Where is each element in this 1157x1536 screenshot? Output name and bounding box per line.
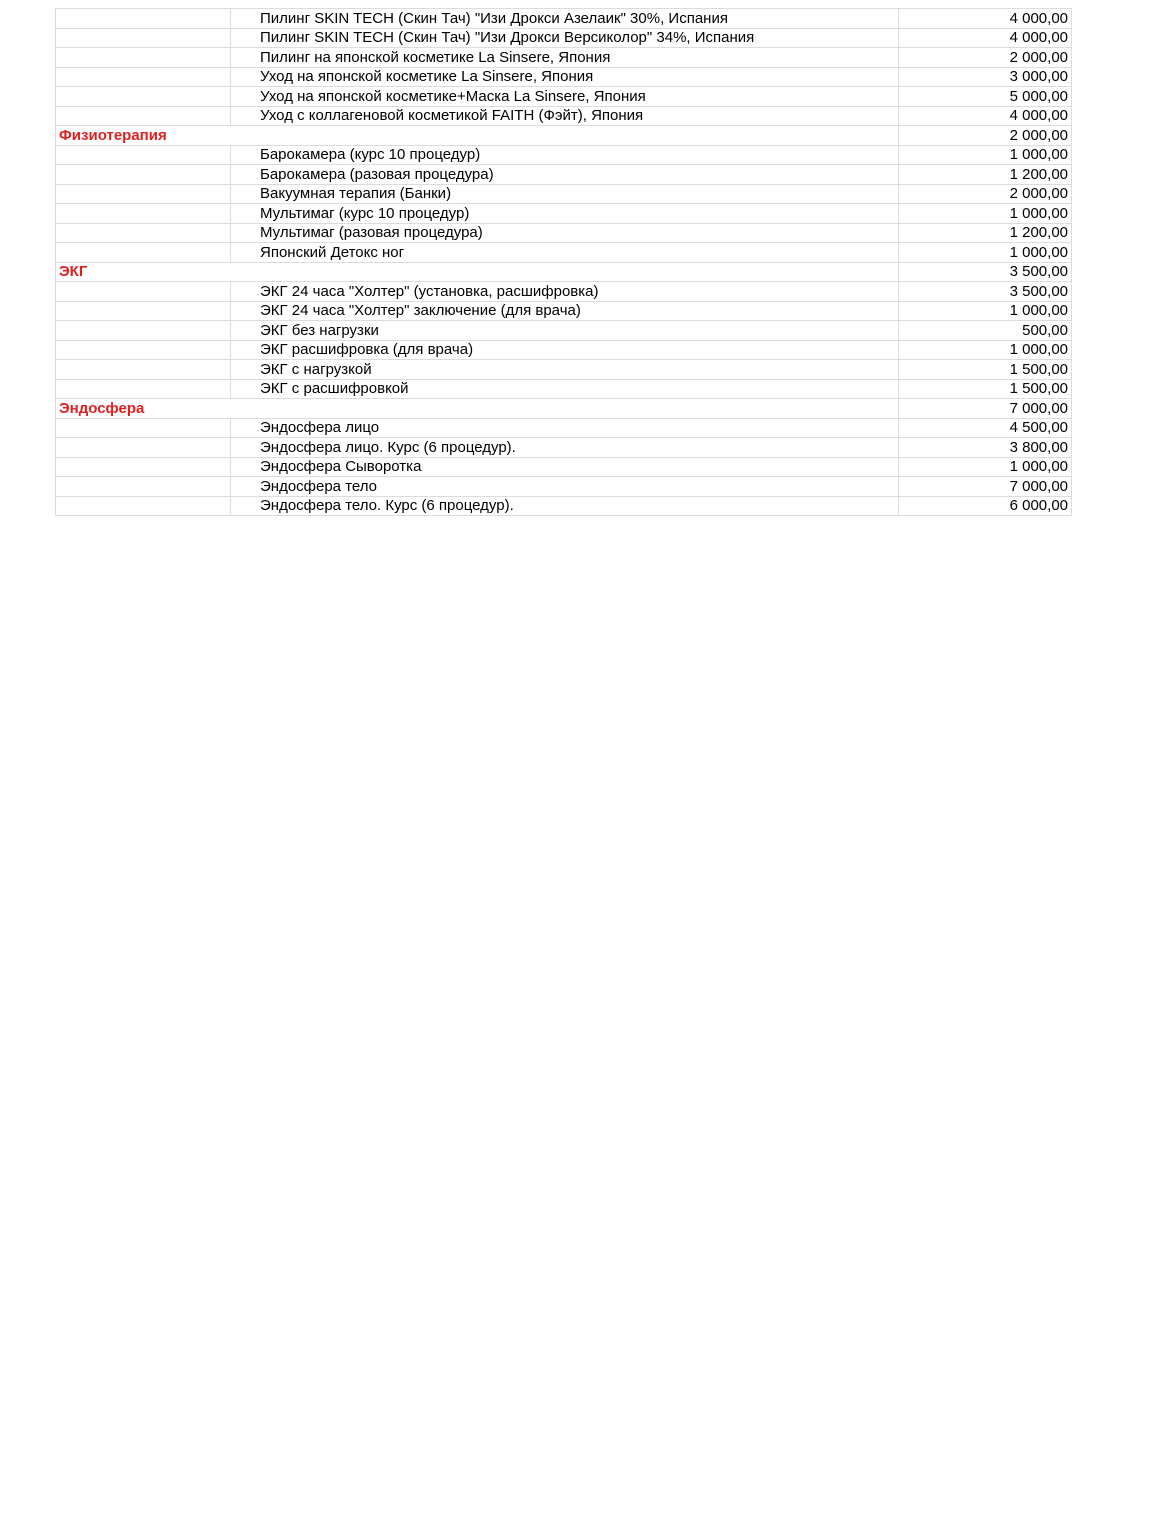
service-price: 5 000,00 [899,87,1072,107]
category-row [56,262,1072,282]
service-name: Мультимаг (курс 10 процедур) [231,204,899,224]
service-name: Эндосфера лицо. Курс (6 процедур). [231,438,899,458]
price-list-table [55,8,1072,516]
empty-cell [56,28,231,48]
empty-cell [56,67,231,87]
service-row [56,282,1072,302]
empty-cell [56,87,231,107]
service-row [56,67,1072,87]
service-price: 4 000,00 [899,106,1072,126]
service-price: 4 000,00 [899,9,1072,29]
service-price: 3 800,00 [899,438,1072,458]
category-price: 7 000,00 [899,399,1072,419]
empty-cell [56,9,231,29]
service-row [56,496,1072,516]
service-name: Уход с коллагеновой косметикой FAITH (Фэйт), Япония [231,106,899,126]
service-name: ЭКГ 24 часа "Холтер" заключение (для врача) [231,301,899,321]
category-row [56,126,1072,146]
service-name: ЭКГ без нагрузки [231,321,899,341]
empty-cell [56,165,231,185]
category-name: Эндосфера [56,399,899,419]
empty-cell [56,223,231,243]
empty-cell [56,184,231,204]
empty-cell [56,360,231,380]
service-price: 1 500,00 [899,379,1072,399]
service-name: Уход на японской косметике+Маска La Sinsere, Япония [231,87,899,107]
service-row [56,477,1072,497]
service-name: ЭКГ 24 часа "Холтер" (установка, расшифровка) [231,282,899,302]
service-name: Барокамера (разовая процедура) [231,165,899,185]
service-price: 4 000,00 [899,28,1072,48]
service-row [56,48,1072,68]
service-name: Пилинг SKIN TECH (Скин Тач) "Изи Дрокси Версиколор" 34%, Испания [231,28,899,48]
service-row [56,379,1072,399]
service-name: ЭКГ расшифровка (для врача) [231,340,899,360]
service-row [56,360,1072,380]
service-row [56,87,1072,107]
service-name: Пилинг SKIN TECH (Скин Тач) "Изи Дрокси Азелаик" 30%, Испания [231,9,899,29]
empty-cell [56,145,231,165]
service-price: 6 000,00 [899,496,1072,516]
category-price: 2 000,00 [899,126,1072,146]
empty-cell [56,496,231,516]
service-price: 1 000,00 [899,457,1072,477]
service-name: ЭКГ с расшифровкой [231,379,899,399]
service-name: Японский Детокс ног [231,243,899,263]
empty-cell [56,477,231,497]
service-price: 1 000,00 [899,301,1072,321]
empty-cell [56,301,231,321]
service-name: Эндосфера Сыворотка [231,457,899,477]
service-row [56,165,1072,185]
service-name: Мультимаг (разовая процедура) [231,223,899,243]
service-price: 1 200,00 [899,165,1072,185]
service-name: Барокамера (курс 10 процедур) [231,145,899,165]
service-row [56,28,1072,48]
service-row [56,457,1072,477]
service-row [56,204,1072,224]
empty-cell [56,379,231,399]
empty-cell [56,438,231,458]
empty-cell [56,340,231,360]
service-price: 1 500,00 [899,360,1072,380]
service-price: 500,00 [899,321,1072,341]
service-price: 1 000,00 [899,145,1072,165]
service-row [56,9,1072,29]
category-price: 3 500,00 [899,262,1072,282]
service-price: 1 000,00 [899,243,1072,263]
service-price: 3 000,00 [899,67,1072,87]
service-name: Уход на японской косметике La Sinsere, Япония [231,67,899,87]
empty-cell [56,457,231,477]
service-name: ЭКГ с нагрузкой [231,360,899,380]
service-row [56,438,1072,458]
empty-cell [56,204,231,224]
service-name: Пилинг на японской косметике La Sinsere, Япония [231,48,899,68]
service-name: Эндосфера тело [231,477,899,497]
empty-cell [56,282,231,302]
empty-cell [56,321,231,341]
service-row [56,145,1072,165]
service-row [56,418,1072,438]
service-row [56,106,1072,126]
service-row [56,321,1072,341]
service-row [56,340,1072,360]
category-row [56,399,1072,419]
empty-cell [56,48,231,68]
service-row [56,243,1072,263]
service-row [56,184,1072,204]
empty-cell [56,106,231,126]
service-name: Эндосфера тело. Курс (6 процедур). [231,496,899,516]
service-name: Вакуумная терапия (Банки) [231,184,899,204]
service-price: 7 000,00 [899,477,1072,497]
service-row [56,301,1072,321]
service-price: 2 000,00 [899,184,1072,204]
price-list-body [56,9,1072,516]
empty-cell [56,418,231,438]
service-price: 4 500,00 [899,418,1072,438]
empty-cell [56,243,231,263]
service-row [56,223,1072,243]
service-price: 1 000,00 [899,204,1072,224]
category-name: Физиотерапия [56,126,899,146]
service-price: 1 000,00 [899,340,1072,360]
service-price: 2 000,00 [899,48,1072,68]
service-name: Эндосфера лицо [231,418,899,438]
service-price: 1 200,00 [899,223,1072,243]
service-price: 3 500,00 [899,282,1072,302]
category-name: ЭКГ [56,262,899,282]
